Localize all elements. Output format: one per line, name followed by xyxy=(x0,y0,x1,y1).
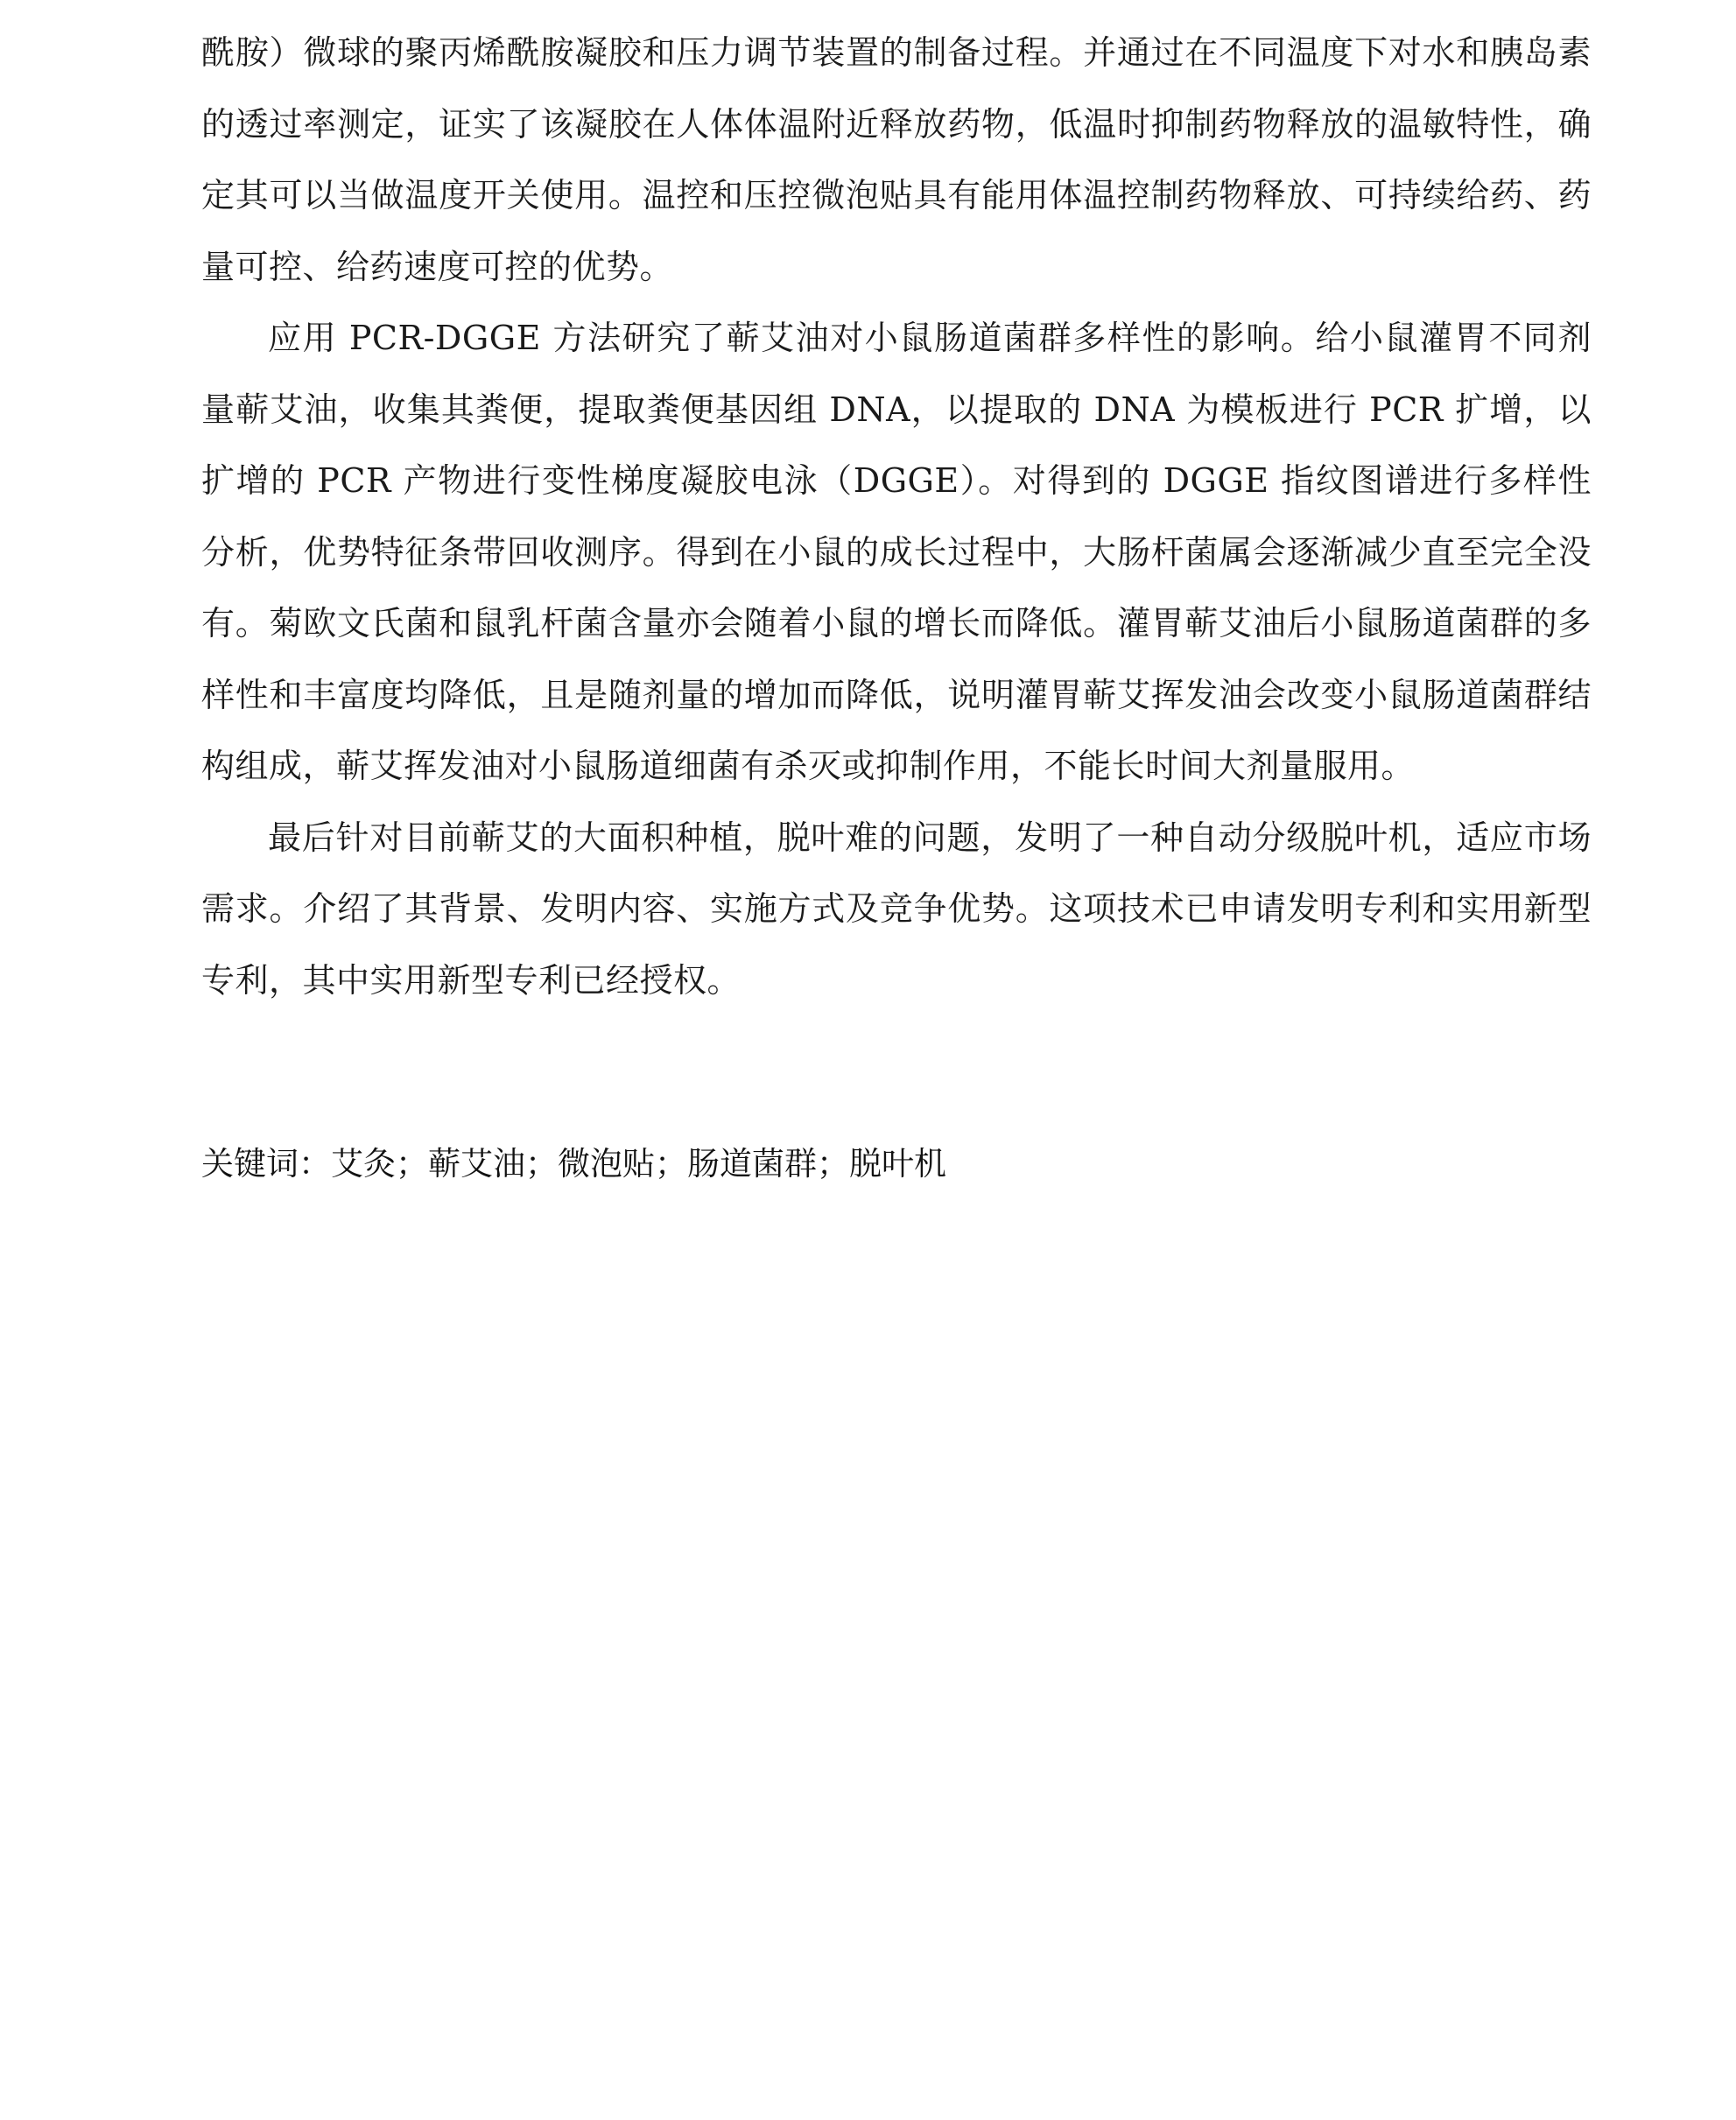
keywords-label: 关键词： xyxy=(201,1145,331,1183)
abstract-paragraph-3: 最后针对目前蕲艾的大面积种植，脱叶难的问题，发明了一种自动分级脱叶机，适应市场需求。介绍了其背景、发明内容、实施方式及竞争优势。这项技术已申请发明专利和实用新型专利，其中实用新型专利已经授权。 xyxy=(201,818,1592,1000)
abstract-body xyxy=(201,18,1592,1016)
abstract-paragraph-2: 应用 PCR-DGGE 方法研究了蕲艾油对小鼠肠道菌群多样性的影响。给小鼠灌胃不同剂量蕲艾油，收集其粪便，提取粪便基因组 DNA，以提取的 DNA 为模板进行 PCR 扩增，以扩增的 PCR 产物进行变性梯度凝胶电泳（DGGE）。对得到的 DGGE 指纹图谱进行多样性分析，优势特征条带回收测序。得到在小鼠的成长过程中，大肠杆菌属会逐渐减少直至完全没有。菊欧文氏菌和鼠乳杆菌含量亦会随着小鼠的增长而降低。灌胃蕲艾油后小鼠肠道菌群的多样性和丰富度均降低，且是随剂量的增加而降低，说明灌胃蕲艾挥发油会改变小鼠肠道菌群结构组成，蕲艾挥发油对小鼠肠道细菌有杀灭或抑制作用，不能长时间大剂量服用。 xyxy=(201,319,1592,785)
abstract-paragraph-1: 酰胺）微球的聚丙烯酰胺凝胶和压力调节装置的制备过程。并通过在不同温度下对水和胰岛素的透过率测定，证实了该凝胶在人体体温附近释放药物，低温时抑制药物释放的温敏特性，确定其可以当做温度开关使用。温控和压控微泡贴具有能用体温控制药物释放、可持续给药、药量可控、给药速度可控的优势。 xyxy=(201,33,1592,286)
keywords-line xyxy=(201,1138,1592,1190)
keywords-value: 艾灸；蕲艾油；微泡贴；肠道菌群；脱叶机 xyxy=(331,1145,946,1183)
